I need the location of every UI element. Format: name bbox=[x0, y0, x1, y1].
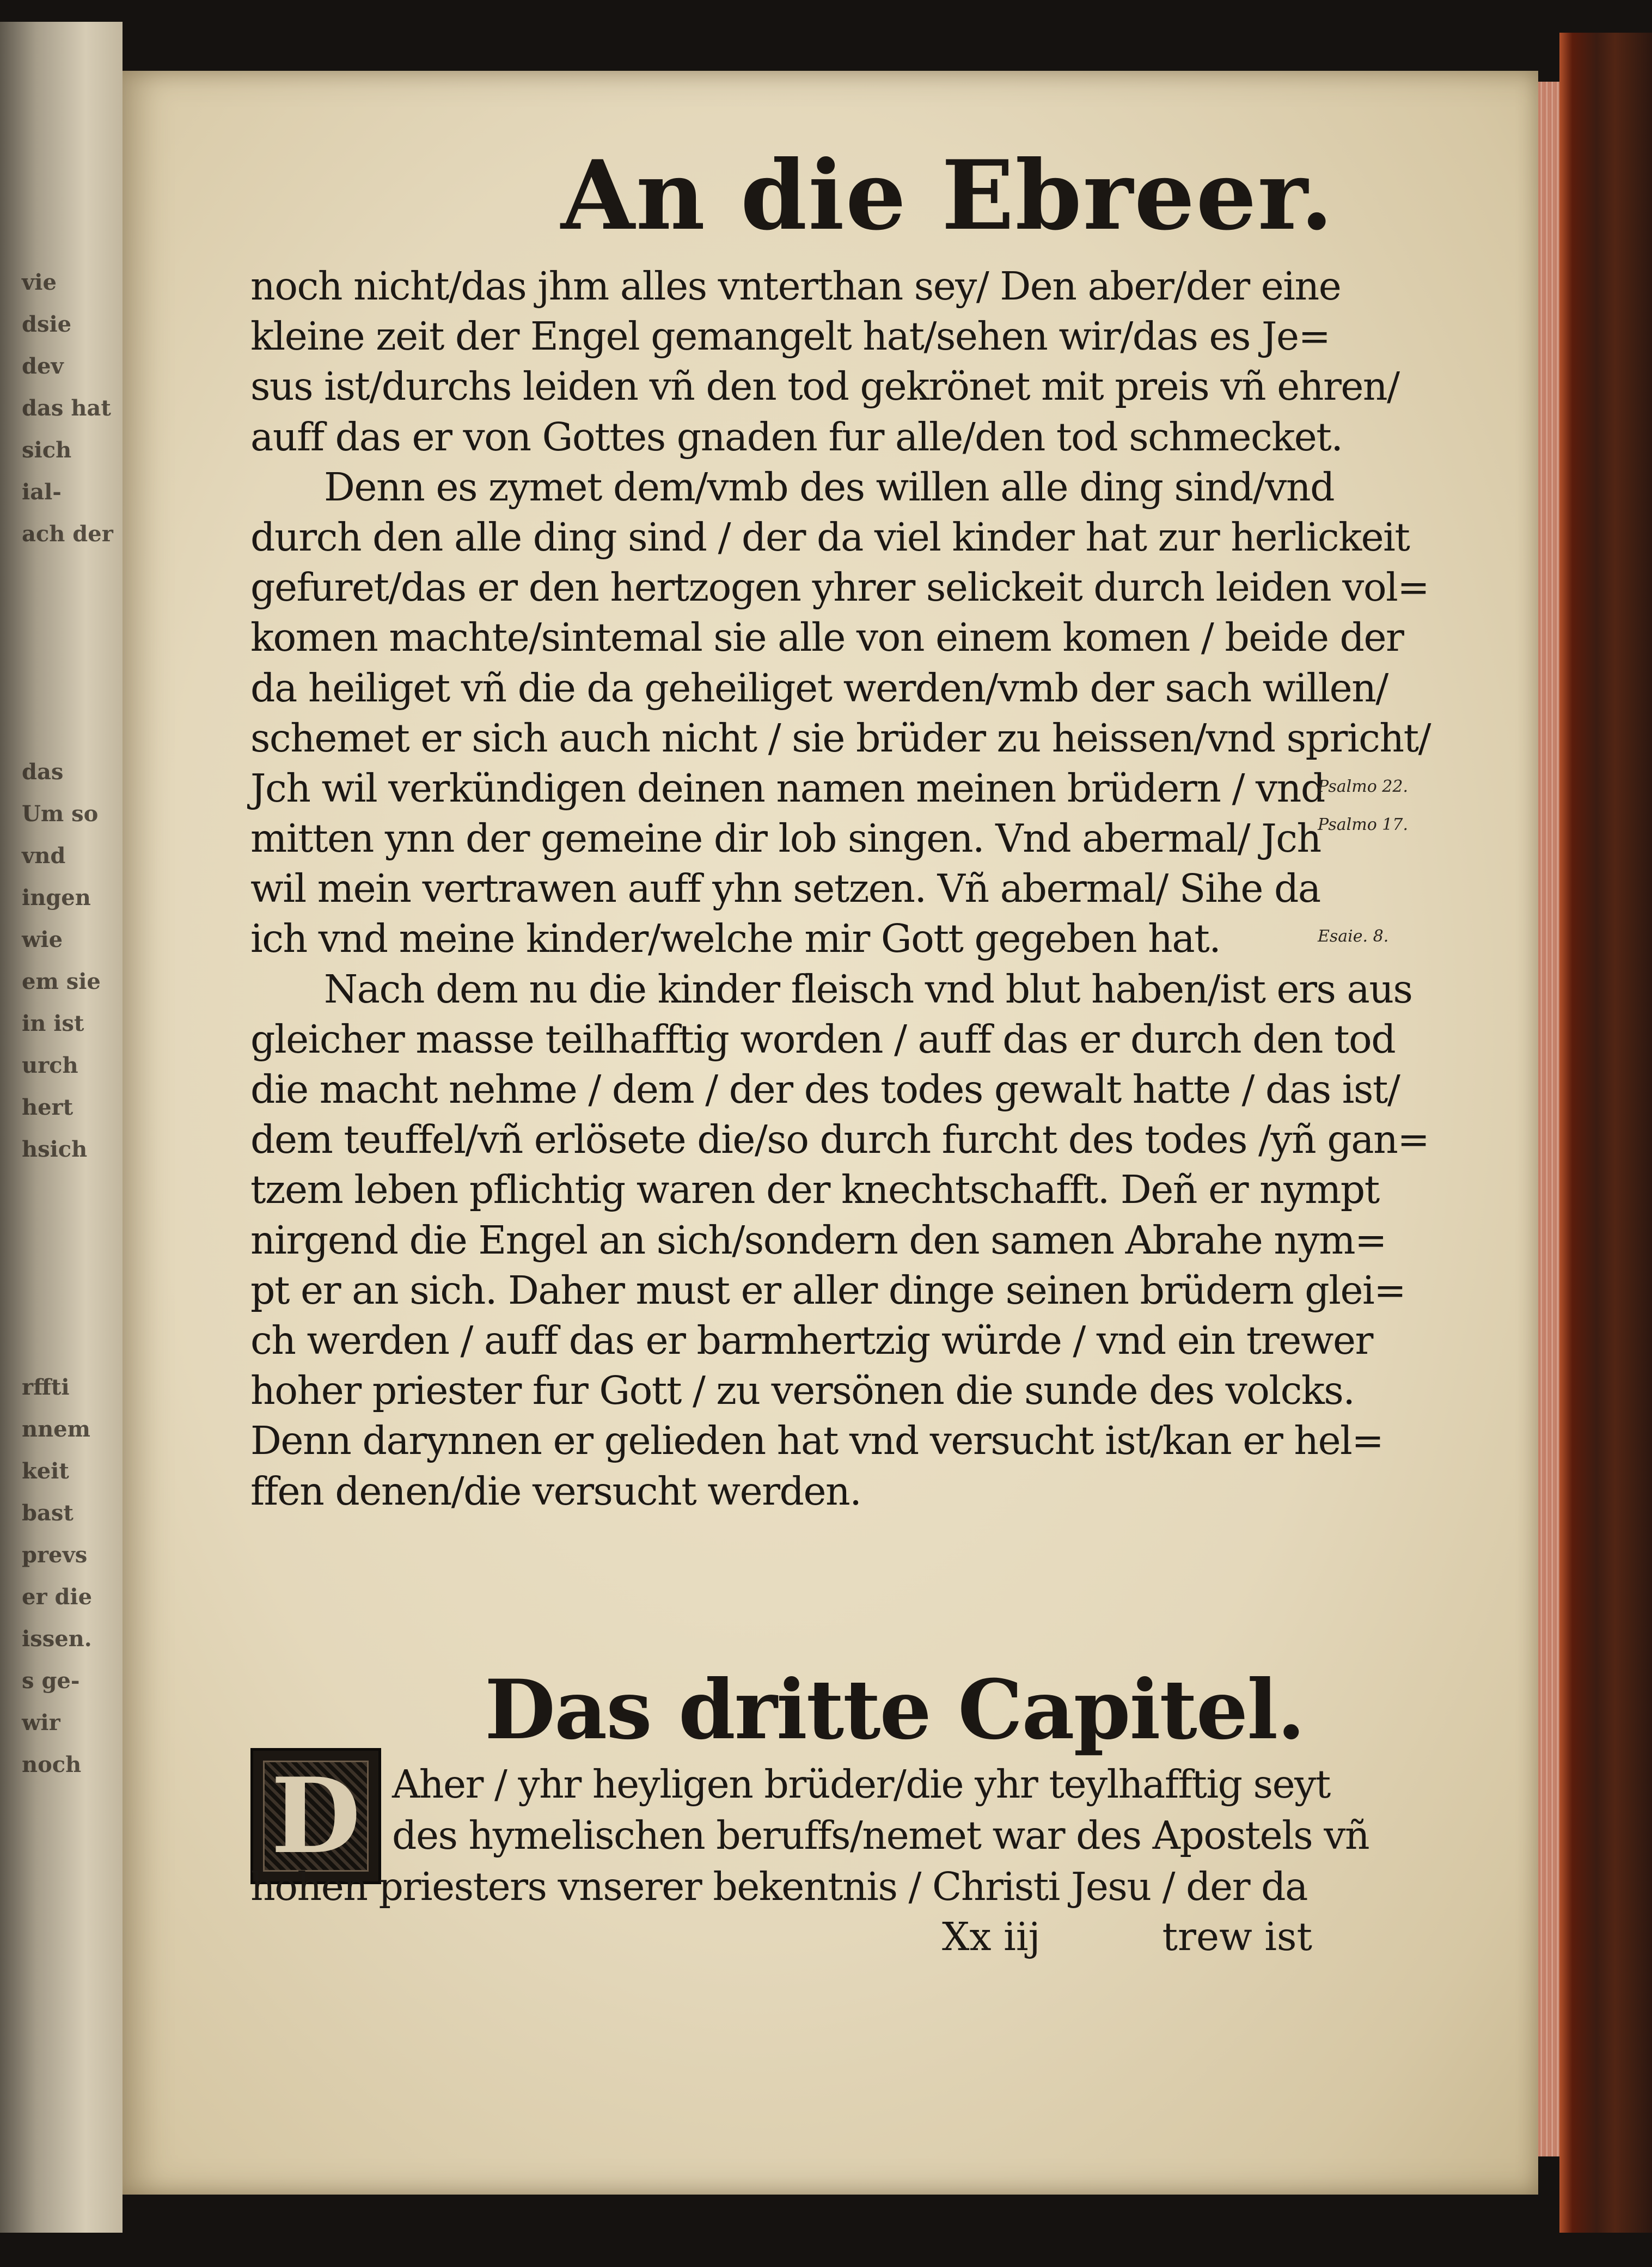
text-line: hohen priesters vnserer bekentnis / Christi Jesu / der da bbox=[250, 1864, 1307, 1909]
chapter-text-full-line bbox=[250, 1861, 1312, 1912]
left-page-fragment: prevs bbox=[22, 1542, 88, 1568]
left-page-fragment bbox=[22, 1170, 120, 1366]
text-line: da heiliget vñ die da geheiliget werden/vmb der sach willen/ bbox=[250, 665, 1388, 711]
left-page-fragment: noch bbox=[22, 1752, 82, 1777]
left-page-fragment: wie bbox=[22, 927, 63, 952]
left-page-fragment: em sie bbox=[22, 969, 101, 994]
text-line: Jch wil verkündigen deinen namen meinen brüdern / vnd bbox=[250, 765, 1325, 811]
text-line: sus ist/durchs leiden vñ den tod gekrönet mit preis vñ ehren/ bbox=[250, 364, 1399, 410]
text-line: wil mein vertrawen auff yhn setzen. Vñ abermal/ Sihe da bbox=[250, 866, 1320, 912]
left-page-fragment: das hat bbox=[22, 395, 111, 421]
text-line: Denn es zymet dem/vmb des willen alle ding sind/vnd bbox=[324, 464, 1335, 510]
left-page bbox=[0, 22, 123, 2233]
left-page-fragment: wir bbox=[22, 1710, 60, 1736]
left-page-fragment: keit bbox=[22, 1458, 69, 1484]
text-line: auff das er von Gottes gnaden fur alle/den tod schmecket. bbox=[250, 414, 1343, 460]
text-line: gleicher masse teilhafftig worden / auff das er durch den tod bbox=[250, 1016, 1396, 1062]
left-page-fragment: rffti bbox=[22, 1374, 70, 1400]
left-page-fragment: dev bbox=[22, 353, 64, 379]
margin-note-psalm-22: Psalmo 22. bbox=[1318, 777, 1409, 796]
text-line: die macht nehme / dem / der des todes gewalt hatte / das ist/ bbox=[250, 1067, 1400, 1112]
left-page-fragment: s ge- bbox=[22, 1668, 80, 1694]
left-page-fragment: hsich bbox=[22, 1136, 88, 1162]
left-page-fragment: issen. bbox=[22, 1626, 92, 1652]
text-line: ich vnd meine kinder/welche mir Gott gegeben hat. bbox=[250, 916, 1221, 962]
left-page-fragment: sich bbox=[22, 437, 72, 463]
left-page-fragment: urch bbox=[22, 1053, 78, 1078]
text-line: Aher / yhr heyligen brüder/die yhr teylhafftig seyt bbox=[392, 1762, 1330, 1807]
left-page-fragment: er die bbox=[22, 1584, 93, 1610]
left-page-fragment: bast bbox=[22, 1500, 74, 1526]
text-line: dem teuffel/vñ erlösete die/so durch furcht des todes /yñ gan= bbox=[250, 1117, 1429, 1163]
left-page-fragment: Um so bbox=[22, 801, 99, 827]
left-page-fragment: das bbox=[22, 759, 64, 785]
text-line: hoher priester fur Gott / zu versönen die sunde des volcks. bbox=[250, 1368, 1355, 1414]
left-page-fragment bbox=[22, 555, 120, 751]
text-line: des hymelischen beruffs/nemet war des Apostels vñ bbox=[392, 1813, 1369, 1858]
margin-note-psalm-17: Psalmo 17. bbox=[1318, 815, 1409, 834]
book-cover-edge bbox=[1559, 33, 1652, 2233]
left-page-fragment: in ist bbox=[22, 1011, 84, 1036]
left-page-fragment: ial- bbox=[22, 479, 62, 505]
left-page-fragment: vnd bbox=[22, 843, 66, 869]
chapter-title: Das dritte Capitel. bbox=[485, 1662, 1305, 1758]
text-line: ch werden / auff das er barmhertzig würde / vnd ein trewer bbox=[250, 1317, 1373, 1363]
running-head: An die Ebreer. bbox=[561, 140, 1335, 252]
text-line: nirgend die Engel an sich/sondern den samen Abrahe nym= bbox=[250, 1217, 1387, 1263]
text-line: durch den alle ding sind / der da viel kinder hat zur herlickeit bbox=[250, 514, 1410, 560]
text-line: ffen denen/die versucht werden. bbox=[250, 1468, 861, 1514]
text-line: pt er an sich. Daher must er aller dinge seinen brüdern glei= bbox=[250, 1267, 1406, 1313]
left-page-fragment: dsie bbox=[22, 311, 72, 337]
signature-mark: Xx iij bbox=[942, 1914, 1041, 1959]
text-line: Nach dem nu die kinder fleisch vnd blut haben/ist ers aus bbox=[324, 966, 1412, 1012]
left-page-fragment: hert bbox=[22, 1095, 74, 1120]
initial-letter: D bbox=[271, 1755, 361, 1877]
catchline bbox=[920, 1911, 1312, 1963]
text-line: tzem leben pflichtig waren der knechtschafft. Deñ er nympt bbox=[250, 1167, 1379, 1213]
left-page-fragments bbox=[22, 261, 120, 1786]
text-line: gefuret/das er den hertzogen yhrer selickeit durch leiden vol= bbox=[250, 565, 1429, 610]
left-page-fragment: vie bbox=[22, 270, 57, 295]
margin-note-isaiah-8: Esaie. 8. bbox=[1318, 927, 1389, 946]
left-page-fragment: nnem bbox=[22, 1416, 90, 1442]
left-page-fragment: ingen bbox=[22, 885, 91, 911]
text-line: kleine zeit der Engel gemangelt hat/sehen wir/das es Je= bbox=[250, 314, 1330, 359]
catchword: trew ist bbox=[1162, 1914, 1312, 1959]
text-line: noch nicht/das jhm alles vnterthan sey/ Den aber/der eine bbox=[250, 264, 1341, 309]
text-line: schemet er sich auch nicht / sie brüder zu heissen/vnd spricht/ bbox=[250, 715, 1431, 761]
left-page-fragment: ach der bbox=[22, 521, 113, 547]
chapter-text bbox=[392, 1759, 1369, 1861]
text-line: mitten ynn der gemeine dir lob singen. Vnd abermal/ Jch bbox=[250, 816, 1321, 861]
text-line: komen machte/sintemal sie alle von einem komen / beide der bbox=[250, 615, 1404, 661]
text-line: Denn darynnen er gelieden hat vnd versucht ist/kan er hel= bbox=[250, 1418, 1384, 1464]
